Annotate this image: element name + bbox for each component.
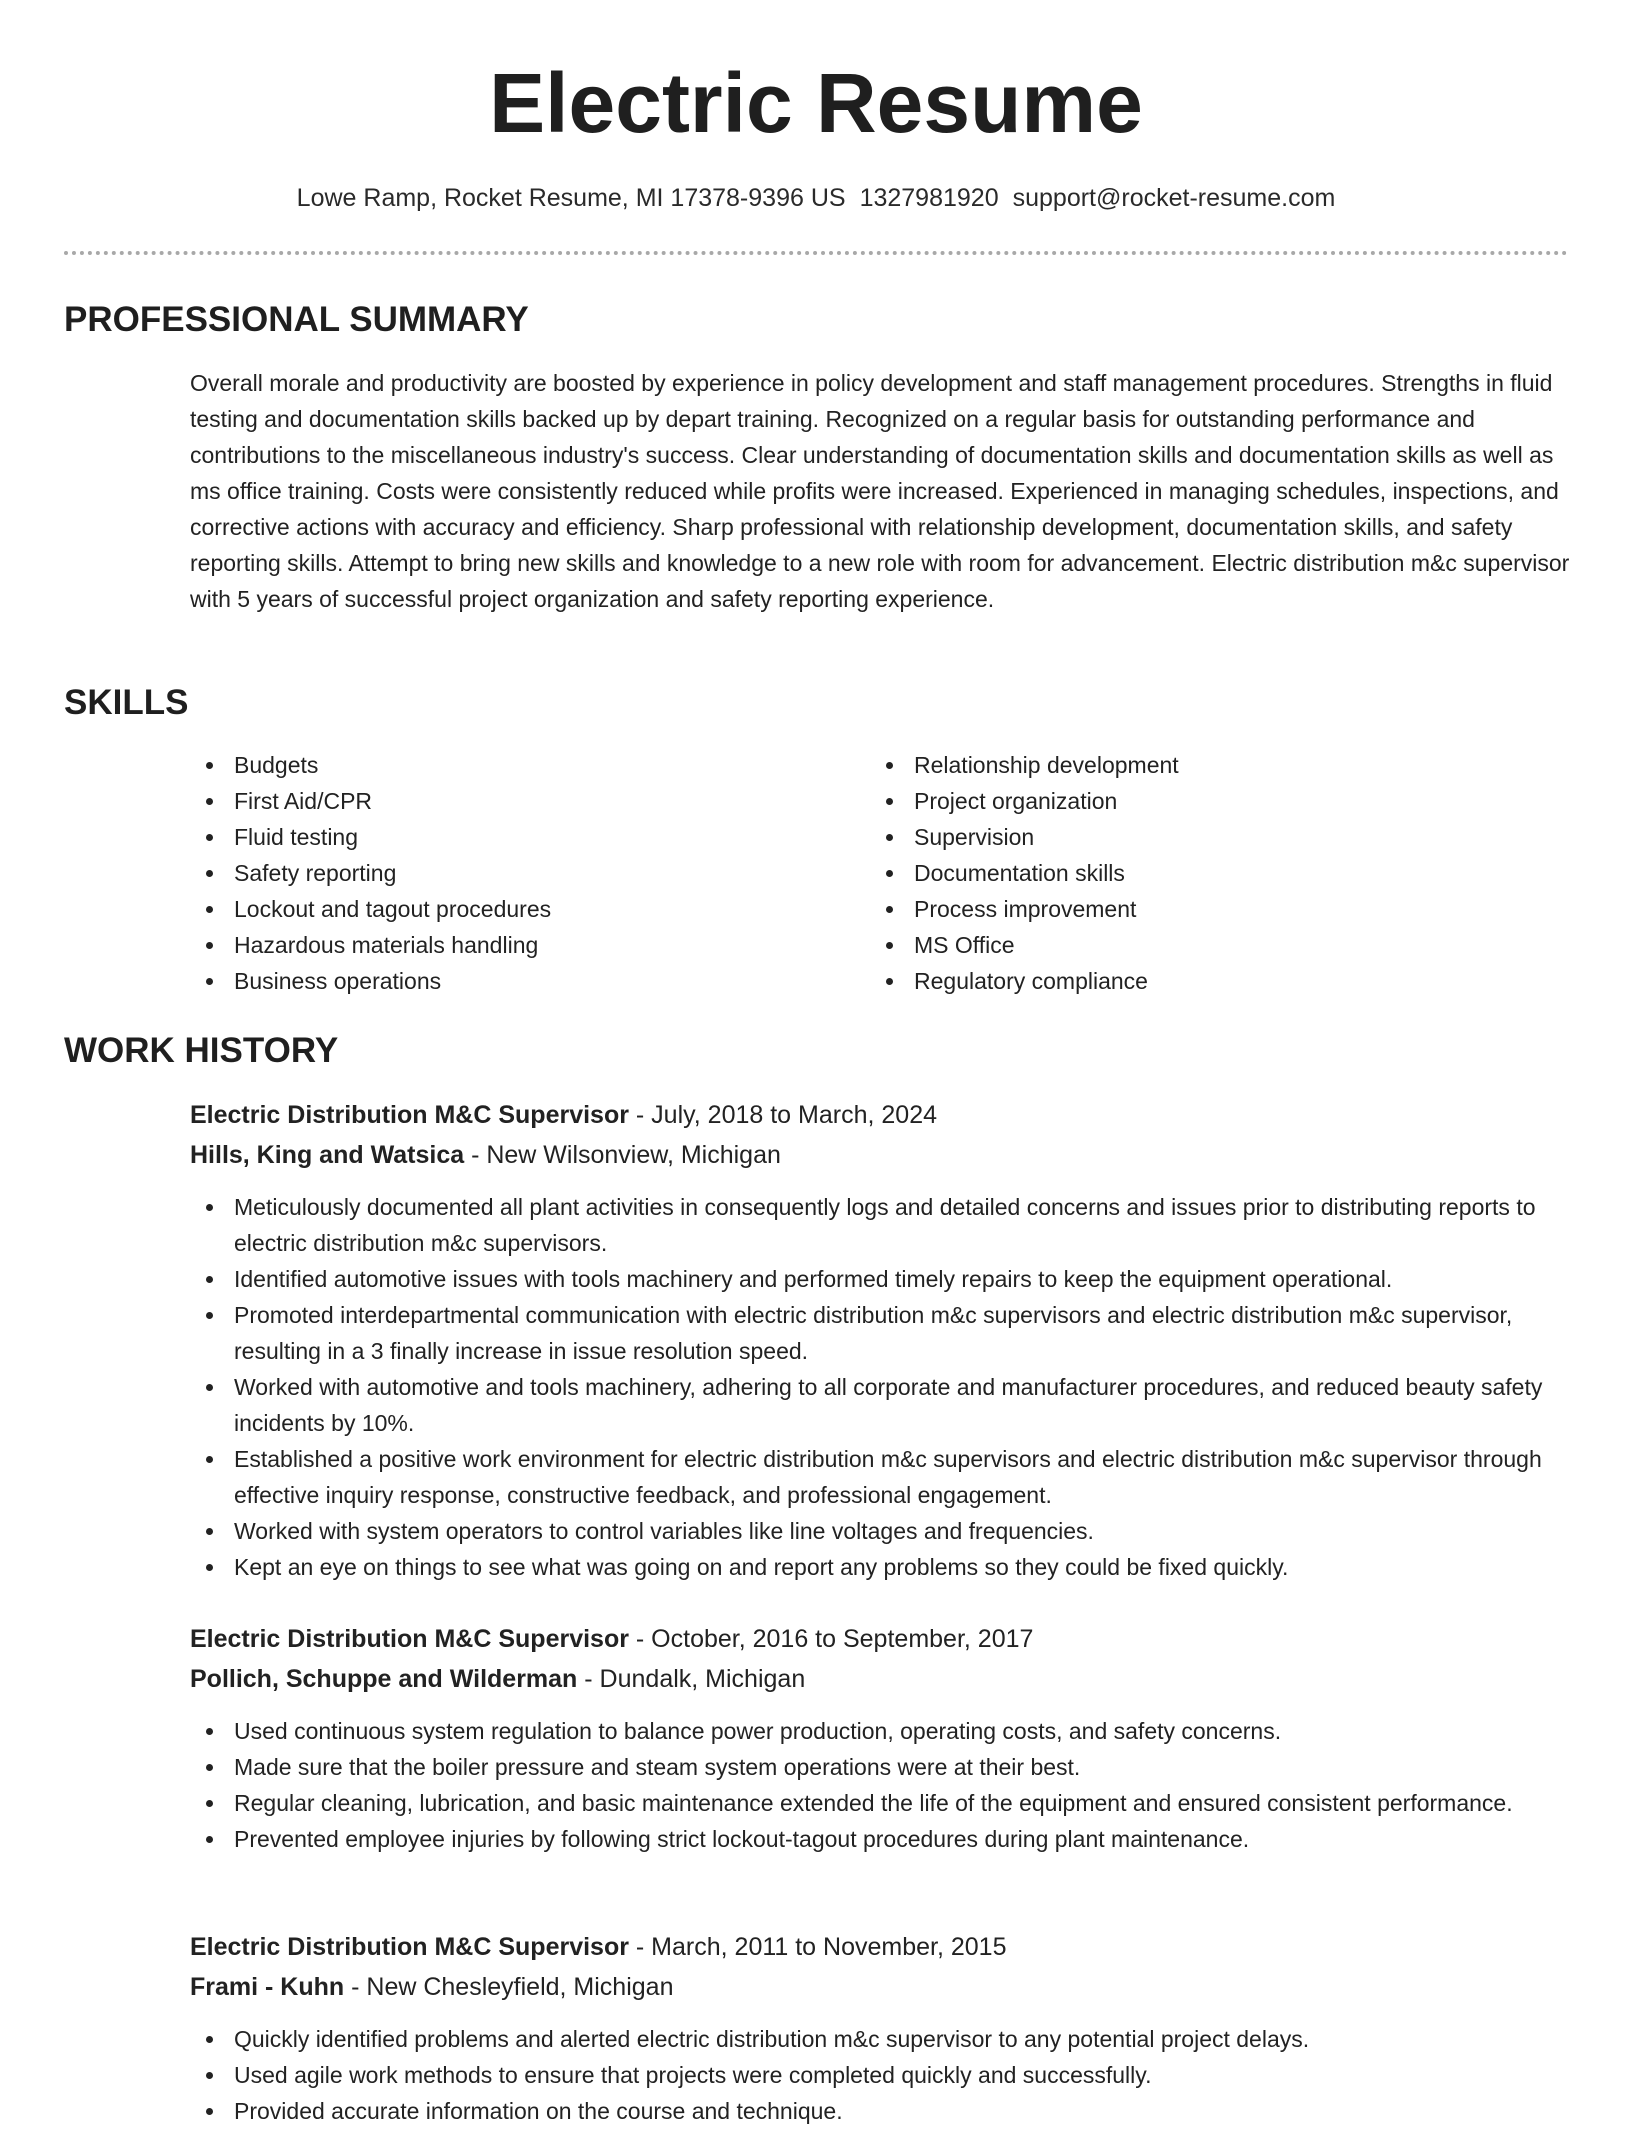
skill-item: Business operations [190,963,830,999]
work-history-heading: WORK HISTORY [64,1031,339,1070]
job-bullet: Established a positive work environment for electric distribution m&c supervisors and electric distribution m&c supervisor through effective inquiry response, constructive feedback, and professional engagement. [190,1441,1570,1513]
job-bullet: Promoted interdepartmental communication with electric distribution m&c supervisors and electric distribution m&c supervisor, resulting in a 3 finally increase in issue resolution speed. [190,1297,1570,1369]
skill-item: First Aid/CPR [190,783,830,819]
job-location: - New Wilsonview, Michigan [464,1141,781,1169]
job-bullet: Meticulously documented all plant activities in consequently logs and detailed concerns and issues prior to distributing reports to electric distribution m&c supervisors. [190,1189,1570,1261]
contact-line [64,182,1568,214]
summary-text: Overall morale and productivity are boosted by experience in policy development and staff management procedures. Strengths in fluid testing and documentation skills backed up by depart training. Recognized on a regular basis for outstanding performance and contributions to the miscellaneous industry's success. Clear understanding of documentation skills and documentation skills as well as ms office training. Costs were consistently reduced while profits were increased. Experienced in managing schedules, inspections, and corrective actions with accuracy and efficiency. Sharp professional with relationship development, documentation skills, and safety reporting skills. Attempt to bring new skills and knowledge to a new role with room for advancement. Electric distribution m&c supervisor with 5 years of successful project organization and safety reporting experience. [190,370,1570,612]
job-bullet: Worked with automotive and tools machinery, adhering to all corporate and manufacturer procedures, and reduced beauty safety incidents by 10%. [190,1369,1570,1441]
resume-name: Electric Resume [489,56,1143,150]
contact-phone: 1327981920 [859,184,999,212]
job-title-line [190,1927,1570,1967]
skill-item: Lockout and tagout procedures [190,891,830,927]
skill-item: Documentation skills [870,855,1510,891]
skill-item: Hazardous materials handling [190,927,830,963]
job-entry [190,1619,1570,1699]
skill-item: Fluid testing [190,819,830,855]
job-bullets [190,1713,1570,1857]
job-bullets [190,2021,1570,2129]
job-title-line [190,1619,1570,1659]
job-company: Frami - Kuhn [190,1973,345,2001]
skills-block [190,747,1570,1007]
job-bullet: Made sure that the boiler pressure and steam system operations were at their best. [190,1749,1570,1785]
header-divider [64,251,1568,255]
job-title-line [190,1095,1570,1135]
job-bullet: Identified automotive issues with tools machinery and performed timely repairs to keep the equipment operational. [190,1261,1570,1297]
job-dates: - March, 2011 to November, 2015 [628,1933,1007,1961]
job-bullet-list [190,1189,1570,1585]
job-bullet: Provided accurate information on the course and technique. [190,2093,1570,2129]
job-bullet: Prevented employee injuries by following strict lockout-tagout procedures during plant maintenance. [190,1821,1570,1857]
job-bullet-list [190,2021,1570,2129]
skills-list-right [870,747,1510,999]
job-company-line [190,1135,1570,1175]
skills-list-left [190,747,830,999]
job-role: Electric Distribution M&C Supervisor [190,1933,629,1961]
job-bullet: Kept an eye on things to see what was going on and report any problems so they could be fixed quickly. [190,1549,1570,1585]
skill-item: Regulatory compliance [870,963,1510,999]
contact-address: Lowe Ramp, Rocket Resume, MI 17378-9396 US [296,184,846,212]
job-location: - Dundalk, Michigan [577,1665,806,1693]
skill-item: Safety reporting [190,855,830,891]
skills-heading: SKILLS [64,683,189,722]
job-dates: - July, 2018 to March, 2024 [628,1101,938,1129]
summary-heading: PROFESSIONAL SUMMARY [64,300,529,339]
job-company: Hills, King and Watsica [190,1141,465,1169]
job-company-line [190,1659,1570,1699]
job-role: Electric Distribution M&C Supervisor [190,1625,629,1653]
job-dates: - October, 2016 to September, 2017 [628,1625,1034,1653]
job-bullet-list [190,1713,1570,1857]
skill-item: Budgets [190,747,830,783]
skill-item: Relationship development [870,747,1510,783]
job-entry [190,1095,1570,1175]
skill-item: Process improvement [870,891,1510,927]
skill-item: Supervision [870,819,1510,855]
skill-item: MS Office [870,927,1510,963]
job-bullets [190,1189,1570,1585]
summary-block [190,365,1570,617]
job-role: Electric Distribution M&C Supervisor [190,1101,629,1129]
job-bullet: Used continuous system regulation to balance power production, operating costs, and safety concerns. [190,1713,1570,1749]
job-company-line [190,1967,1570,2007]
job-bullet: Quickly identified problems and alerted electric distribution m&c supervisor to any potential project delays. [190,2021,1570,2057]
job-bullet: Used agile work methods to ensure that projects were completed quickly and successfully. [190,2057,1570,2093]
contact-email: support@rocket-resume.com [1012,184,1336,212]
job-bullet: Worked with system operators to control variables like line voltages and frequencies. [190,1513,1570,1549]
job-company: Pollich, Schuppe and Wilderman [190,1665,578,1693]
skill-item: Project organization [870,783,1510,819]
resume-page [64,0,1570,2124]
job-bullet: Regular cleaning, lubrication, and basic maintenance extended the life of the equipment and ensured consistent performance. [190,1785,1570,1821]
job-entry [190,1927,1570,2007]
job-location: - New Chesleyfield, Michigan [344,1973,674,2001]
